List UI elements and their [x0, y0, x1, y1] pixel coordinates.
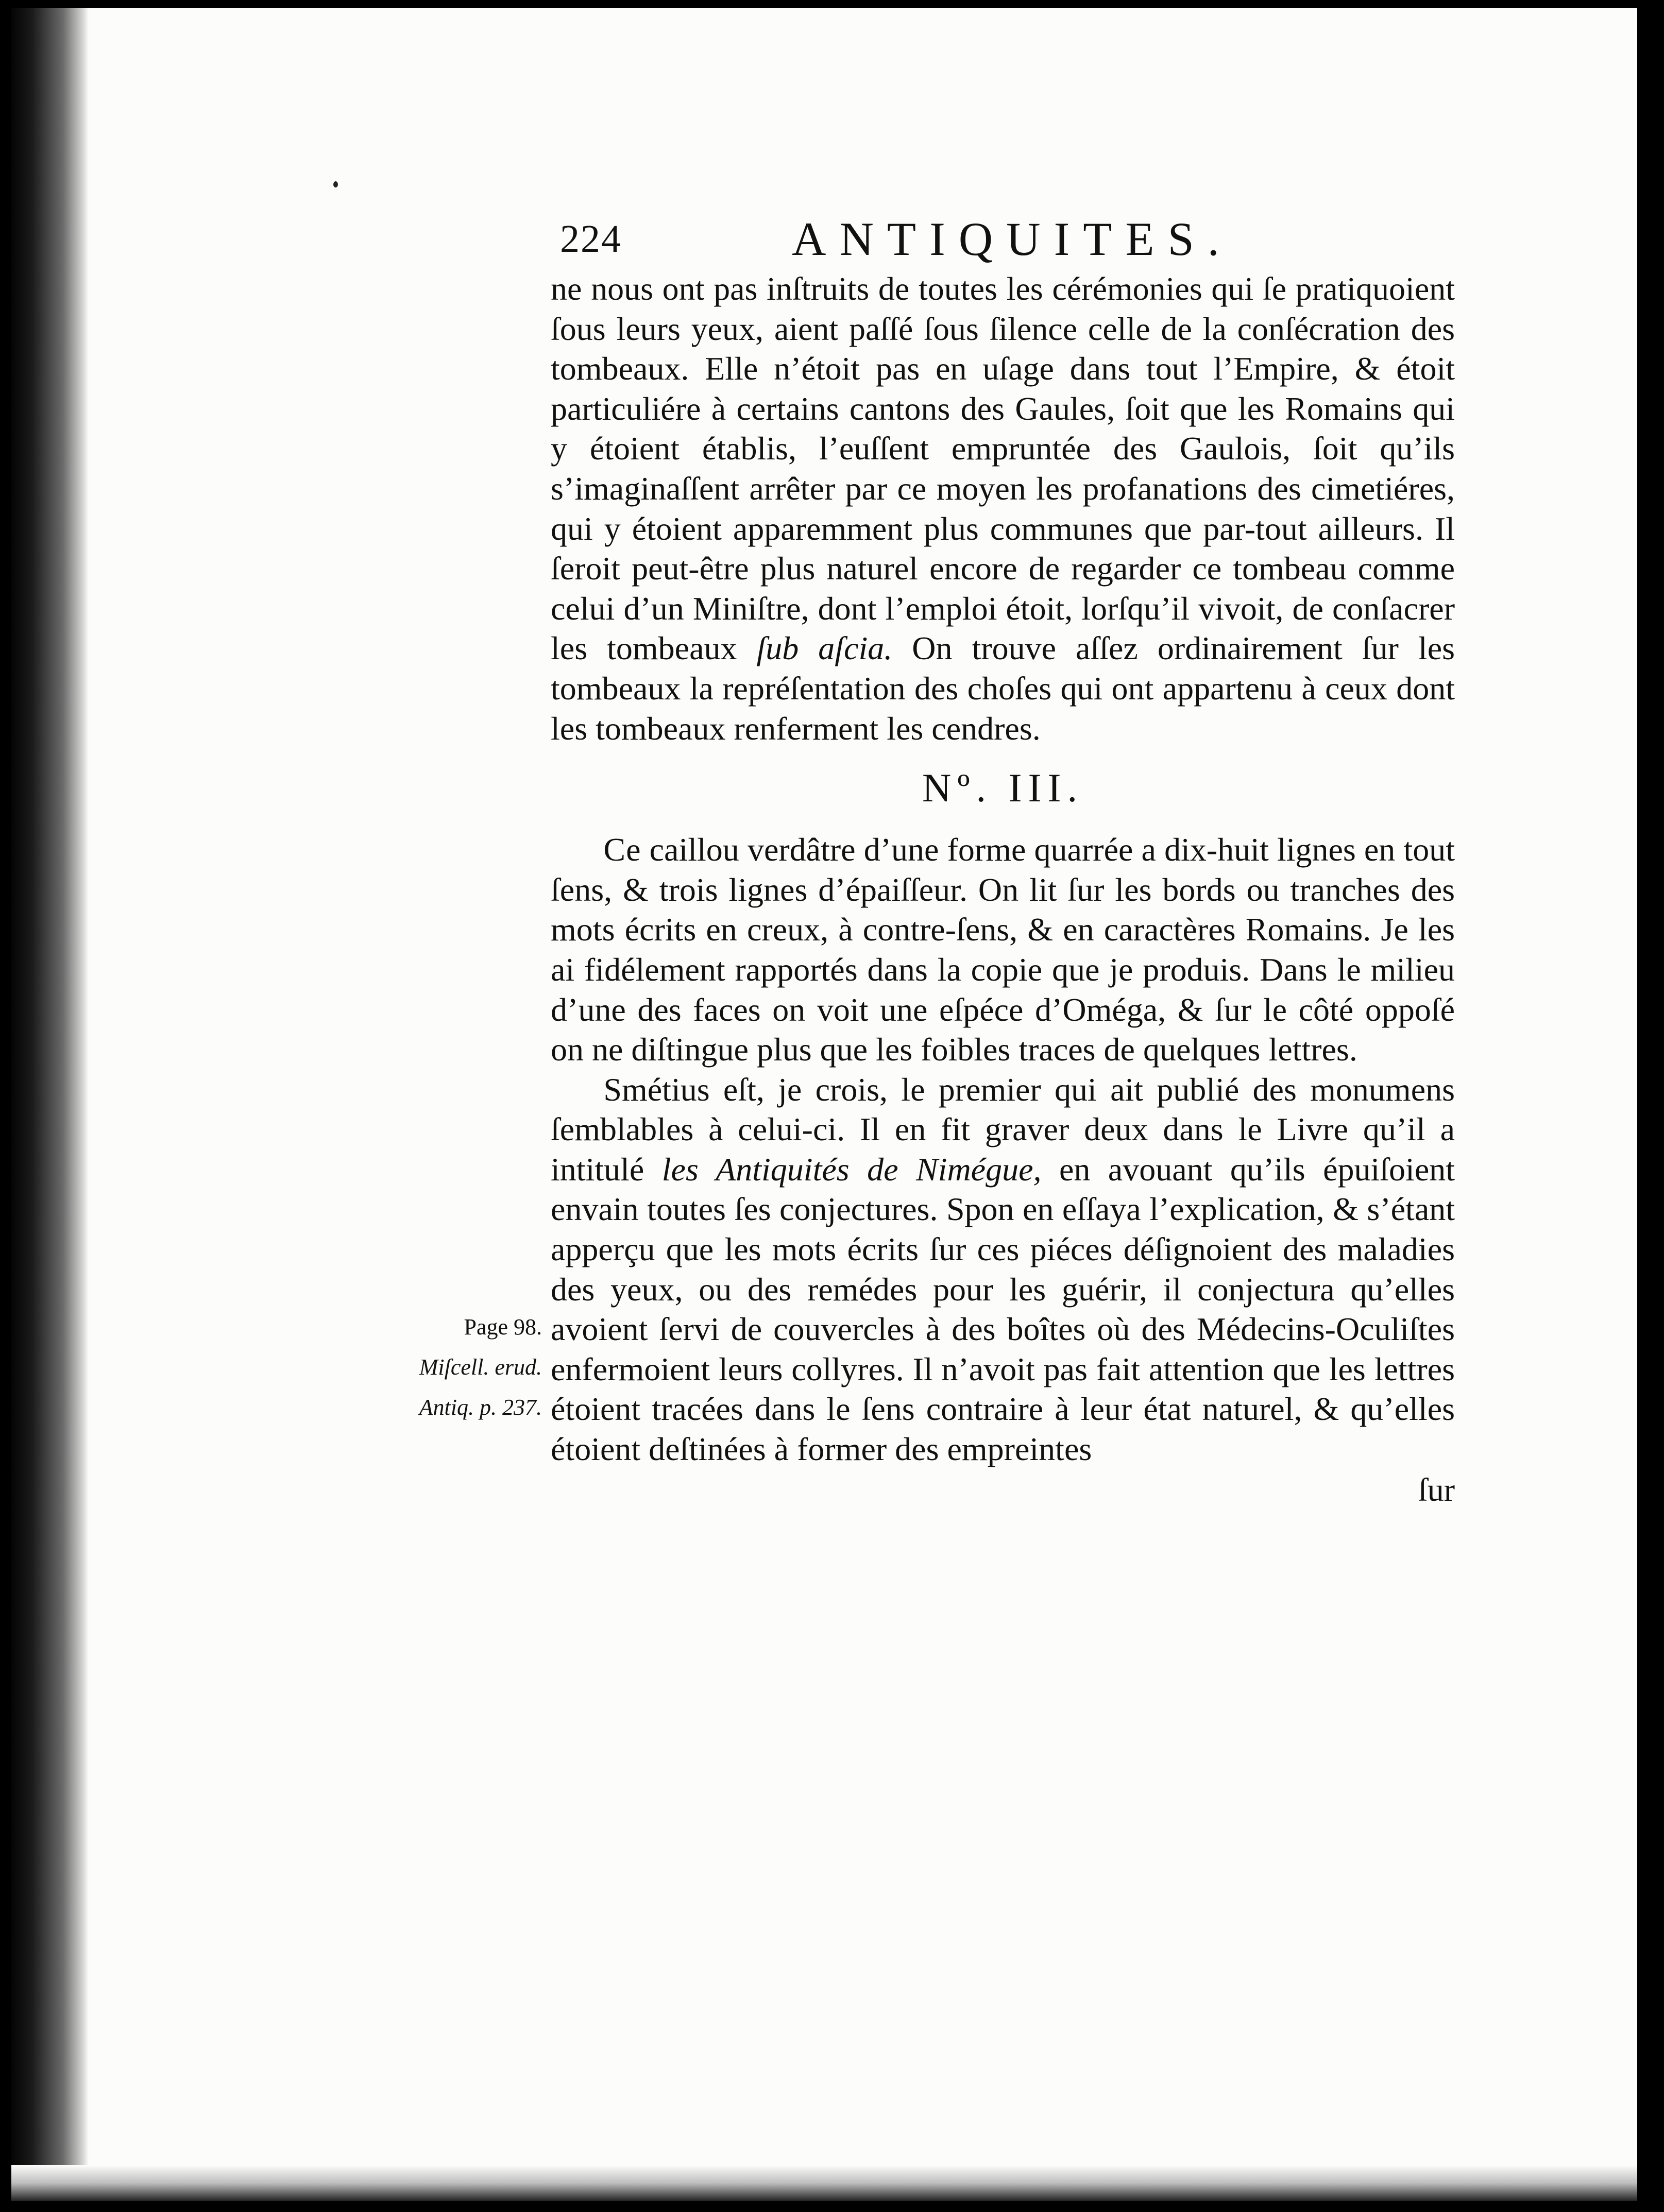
page-number: 224 — [560, 217, 622, 261]
catchword: ſur — [1418, 1471, 1455, 1508]
page-header — [560, 212, 1456, 268]
marginal-note: Antiq. p. 237. — [419, 1395, 542, 1420]
paragraph-continuation — [551, 269, 1455, 748]
page-bottom-edge — [11, 2165, 1637, 2201]
ink-speck — [333, 181, 338, 187]
paragraph-text: On trouve aſſez ordinairement ſur les tombeaux la repréſentation des choſes qui ont appartenu à ceux dont les tombeaux renferment les cendres. — [551, 630, 1455, 747]
paragraph-text: Smétius eſt, je crois, le premier qui ait publié des monumens ſemblables à celui-ci. Il en fit graver deux dans le Livre qu’il a intitulé — [551, 1071, 1455, 1188]
italic-title: les Antiquités de Nimégue, — [661, 1151, 1042, 1188]
binding-shadow — [11, 8, 89, 2201]
marginal-note: Page 98. — [464, 1314, 542, 1340]
drop-lead: Ce — [603, 831, 641, 868]
marginal-notes — [367, 1307, 542, 1428]
paragraph — [551, 1070, 1455, 1469]
running-title: ANTIQUITES. — [792, 213, 1233, 265]
scanned-page — [11, 8, 1637, 2201]
section-heading: Nº. III. — [922, 765, 1083, 811]
paragraph-text: ne nous ont pas inſtruits de toutes les cérémonies qui ſe pratiquoient ſous leurs yeux, aient paſſé ſous ſilence celle de la conſécration des tombeaux. Elle n’étoit pas en uſage dans tout l’Empire, & étoit particuliére à certains cantons des Gaules, ſoit que les Romains qui y étoient établis, l’euſſent empruntée des Gaulois, ſoit qu’ils s’imaginaſſent arrêter par ce moyen les profanations des cimetiéres, qui y étoient apparemment plus communes que par-tout ailleurs. Il ſeroit peut-être plus naturel encore de regarder ce tombeau comme celui d’un Miniſtre, dont l’emploi étoit, lorſqu’il vivoit, de conſacrer les tombeaux — [551, 270, 1455, 667]
paragraph-text: caillou verdâtre d’une forme quarrée a dix-huit lignes en tout ſens, & trois lignes d’épaiſſeur. On lit ſur les bords ou tranches des mots écrits en creux, à contre-ſens, & en caractères Romains. Je les ai fidélement rapportés dans la copie que je produis. Dans le milieu d’une des faces on voit une eſpéce d’Oméga, & ſur le côté oppoſé on ne diſtingue plus que les foibles traces de quelques lettres. — [551, 831, 1455, 1068]
paragraph-text: en avouant qu’ils épuiſoient envain toutes ſes conjectures. Spon en eſſaya l’explication, & s’étant apperçu que les mots écrits ſur ces piéces déſignoient des maladies des yeux, ou des remédes pour les guérir, il conjectura qu’elles avoient ſervi de couvercles à des boîtes où des Médecins-Oculiſtes enfermoient leurs collyres. Il n’avoit pas fait attention que les lettres étoient tracées dans le ſens contraire à leur état naturel, & qu’elles étoient deſtinées à former des empreintes — [551, 1151, 1455, 1468]
italic-phrase: ſub aſcia. — [756, 630, 893, 667]
paragraph — [551, 830, 1455, 1070]
marginal-note: Miſcell. erud. — [419, 1354, 542, 1380]
body-text — [551, 269, 1455, 1511]
